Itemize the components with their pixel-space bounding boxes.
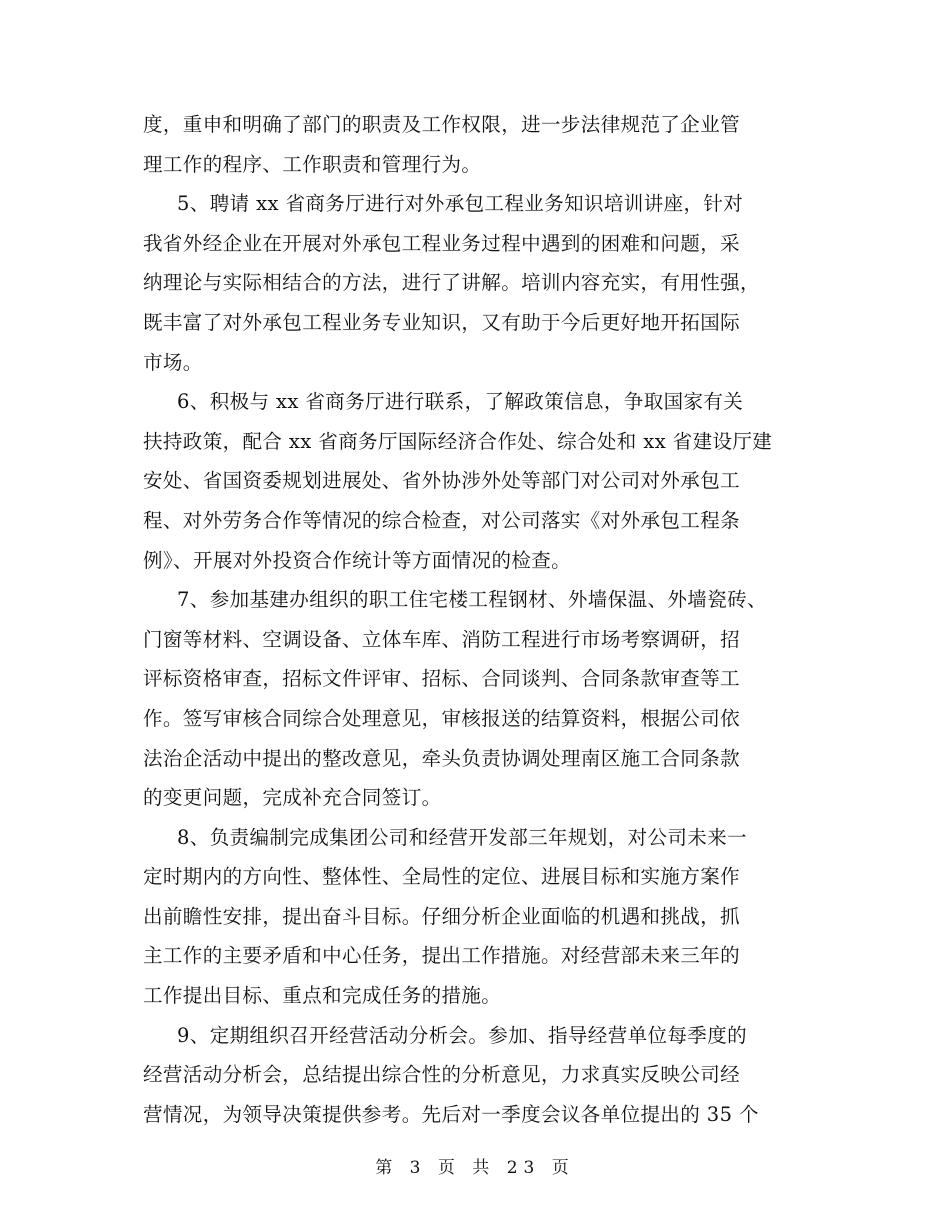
paragraph-line: 程、对外劳务合作等情况的综合检查，对公司落实《对外承包工程条 [143,508,741,532]
paragraph-line: 出前瞻性安排，提出奋斗目标。仔细分析企业面临的机遇和挑战，抓 [143,904,741,928]
paragraph-line: 营情况，为领导决策提供参考。先后对一季度会议各单位提出的 35 个 [143,1102,759,1126]
document-body [143,105,823,1134]
paragraph-line: 9、定期组织召开经营活动分析会。参加、指导经营单位每季度的 [177,1023,748,1047]
paragraph-line: 扶持政策，配合 xx 省商务厅国际经济合作处、综合处和 xx 省建设厅建 [143,429,773,453]
paragraph-line: 纳理论与实际相结合的方法，进行了讲解。培训内容充实，有用性强， [143,271,760,295]
paragraph-line: 既丰富了对外承包工程业务专业知识，又有助于今后更好地开拓国际 [143,310,741,334]
paragraph-line: 8、负责编制完成集团公司和经营开发部三年规划，对公司未来一 [177,825,748,849]
page-number-footer: 第 3 页 共 23 页 [375,1158,575,1178]
paragraph-line: 的变更问题，完成补充合同签订。 [143,786,442,810]
paragraph-line: 我省外经企业在开展对外承包工程业务过程中遇到的困难和问题，采 [143,231,741,255]
paragraph-line: 6、积极与 xx 省商务厅进行联系，了解政策信息，争取国家有关 [177,390,744,414]
paragraph-line: 7、参加基建办组织的职工住宅楼工程钢材、外墙保温、外墙瓷砖、 [177,588,767,612]
paragraph-line: 市场。 [143,350,203,374]
paragraph-line: 例》、开展对外投资合作统计等方面情况的检查。 [143,548,572,572]
paragraph-line: 工作提出目标、重点和完成任务的措施。 [143,984,502,1008]
paragraph-line: 5、聘请 xx 省商务厅进行对外承包工程业务知识培训讲座，针对 [177,192,744,216]
paragraph-line: 理工作的程序、工作职责和管理行为。 [143,152,482,176]
paragraph-line: 法治企活动中提出的整改意见，牵头负责协调处理南区施工合同条款 [143,746,741,770]
paragraph-line: 作。签写审核合同综合处理意见，审核报送的结算资料，根据公司依 [143,706,741,730]
paragraph-line: 经营活动分析会，总结提出综合性的分析意见，力求真实反映公司经 [143,1063,741,1087]
paragraph-line: 定时期内的方向性、整体性、全局性的定位、进展目标和实施方案作 [143,865,741,889]
paragraph-line: 门窗等材料、空调设备、立体车库、消防工程进行市场考察调研，招 [143,627,741,651]
paragraph-line: 主工作的主要矛盾和中心任务，提出工作措施。对经营部未来三年的 [143,944,741,968]
paragraph-line: 度，重申和明确了部门的职责及工作权限，进一步法律规范了企业管 [143,113,741,136]
paragraph-line: 评标资格审查，招标文件评审、招标、合同谈判、合同条款审查等工 [143,667,741,691]
paragraph-line: 安处、省国资委规划进展处、省外协涉外处等部门对公司对外承包工 [143,469,741,493]
